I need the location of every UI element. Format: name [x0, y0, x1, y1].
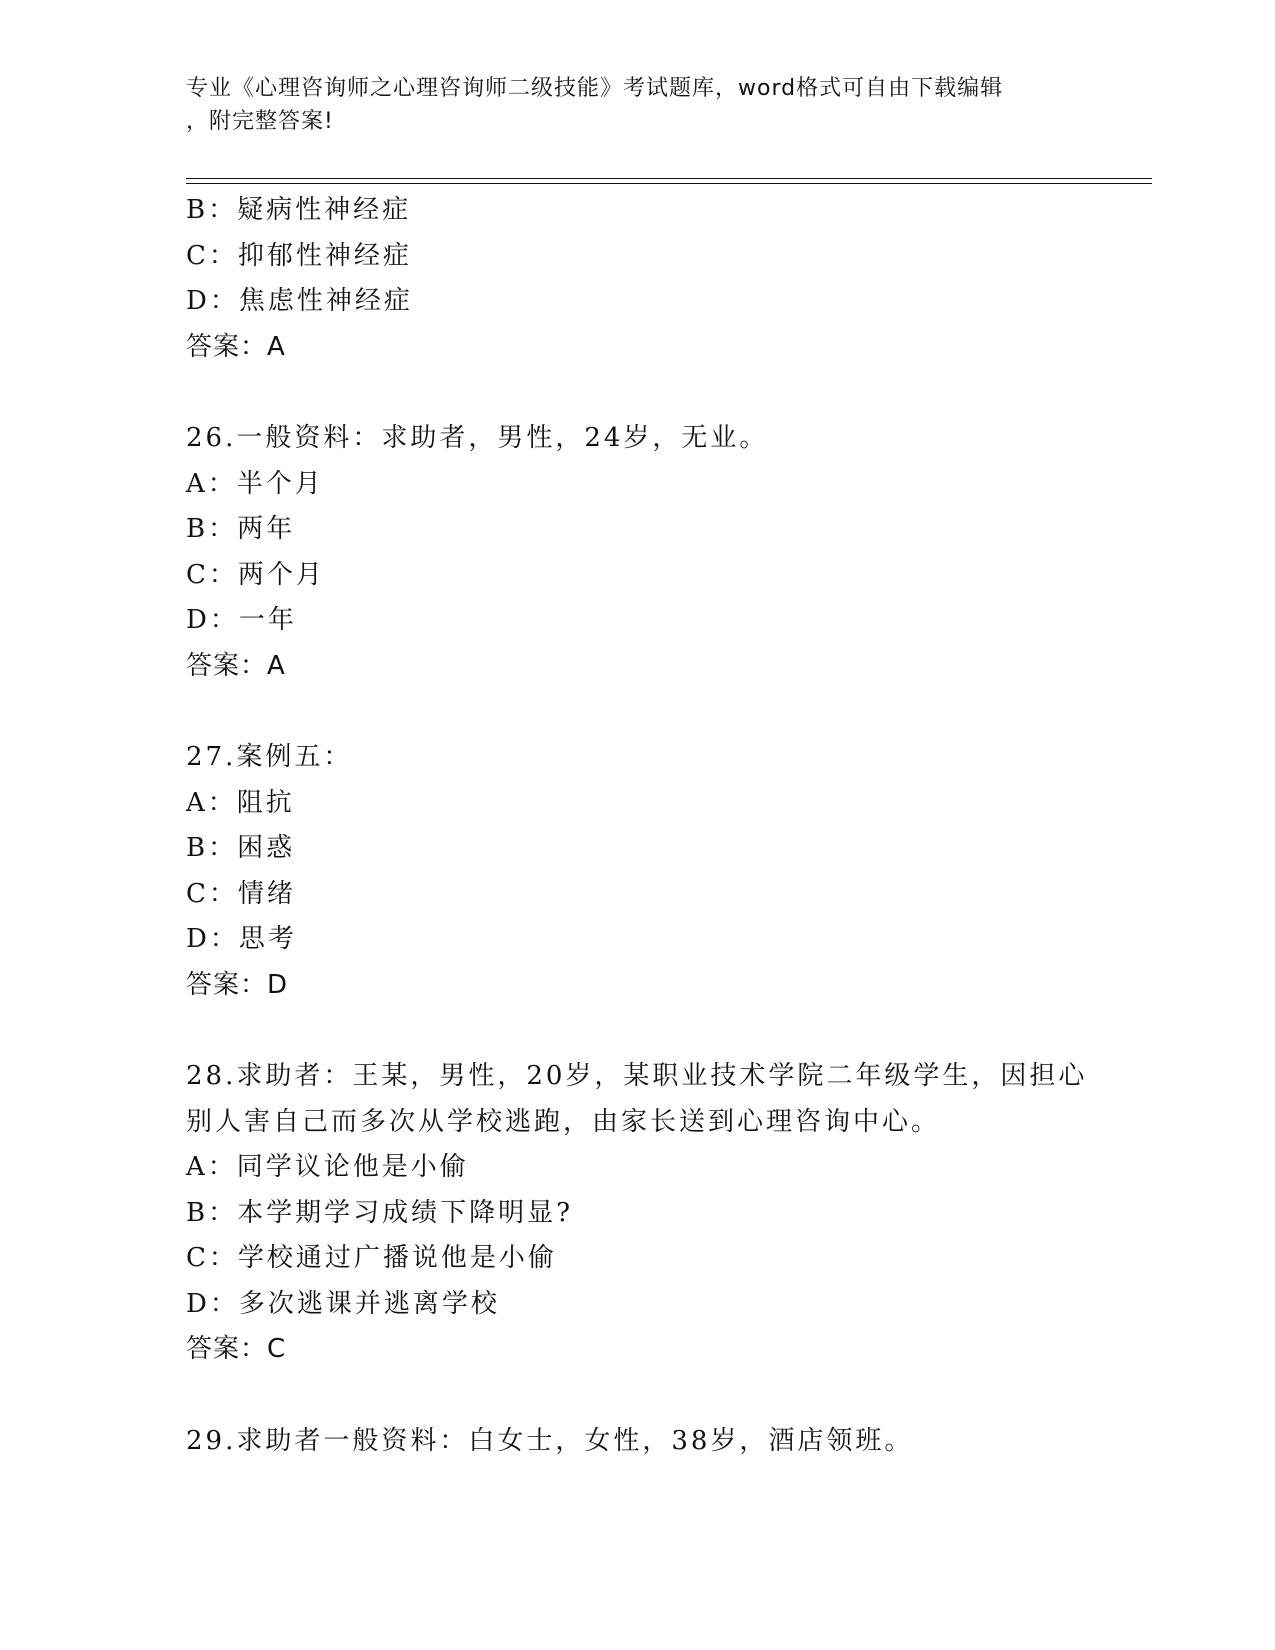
document-header: [186, 72, 1066, 138]
question-stem: 27.案例五：: [186, 742, 353, 772]
option-a: A：阻抗: [186, 787, 295, 818]
question-29: [186, 1419, 1146, 1465]
question-27: [186, 735, 1146, 1008]
answer: 答案：A: [186, 650, 286, 681]
option-b: B：困惑: [186, 833, 296, 863]
header-divider-bottom: [186, 183, 1152, 184]
question-stem: 29.求助者一般资料：白女士，女性，38岁，酒店领班。: [186, 1425, 914, 1456]
option-d: D：一年: [186, 605, 297, 635]
header-title-line2: ，附完整答案!: [186, 109, 334, 134]
option-c: C：情绪: [186, 878, 296, 909]
answer: 答案：C: [186, 1334, 287, 1364]
option-b: B：两年: [186, 514, 296, 544]
question-28: [186, 1054, 1146, 1373]
header-title-line1: 专业《心理咨询师之心理咨询师二级技能》考试题库，word格式可自由下载编辑: [186, 76, 1004, 101]
question-stem-line2: 别人害自己而多次从学校逃跑，由家长送到心理咨询中心。: [186, 1106, 941, 1137]
option-d: D：焦虑性神经症: [186, 286, 413, 316]
question-stem-line1: 28.求助者：王某，男性，20岁，某职业技术学院二年级学生，因担心: [186, 1061, 1088, 1091]
question-stem: 26.一般资料：求助者，男性，24岁，无业。: [186, 423, 769, 453]
option-d: D：思考: [186, 924, 297, 954]
question-list: [186, 188, 1146, 1464]
option-c: C：两个月: [186, 559, 325, 590]
option-c: C：抑郁性神经症: [186, 240, 412, 271]
answer: 答案：D: [186, 969, 289, 1000]
question-26: [186, 416, 1146, 689]
option-c: C：学校通过广播说他是小偷: [186, 1243, 557, 1273]
question-25: [186, 188, 1146, 370]
option-b: B：疑病性神经症: [186, 195, 412, 225]
option-b: B：本学期学习成绩下降明显?: [186, 1197, 574, 1228]
header-divider-top: [186, 178, 1152, 179]
option-a: A：半个月: [186, 468, 324, 499]
answer: 答案：A: [186, 331, 286, 362]
option-a: A：同学议论他是小偷: [186, 1152, 469, 1182]
option-d: D：多次逃课并逃离学校: [186, 1288, 500, 1319]
